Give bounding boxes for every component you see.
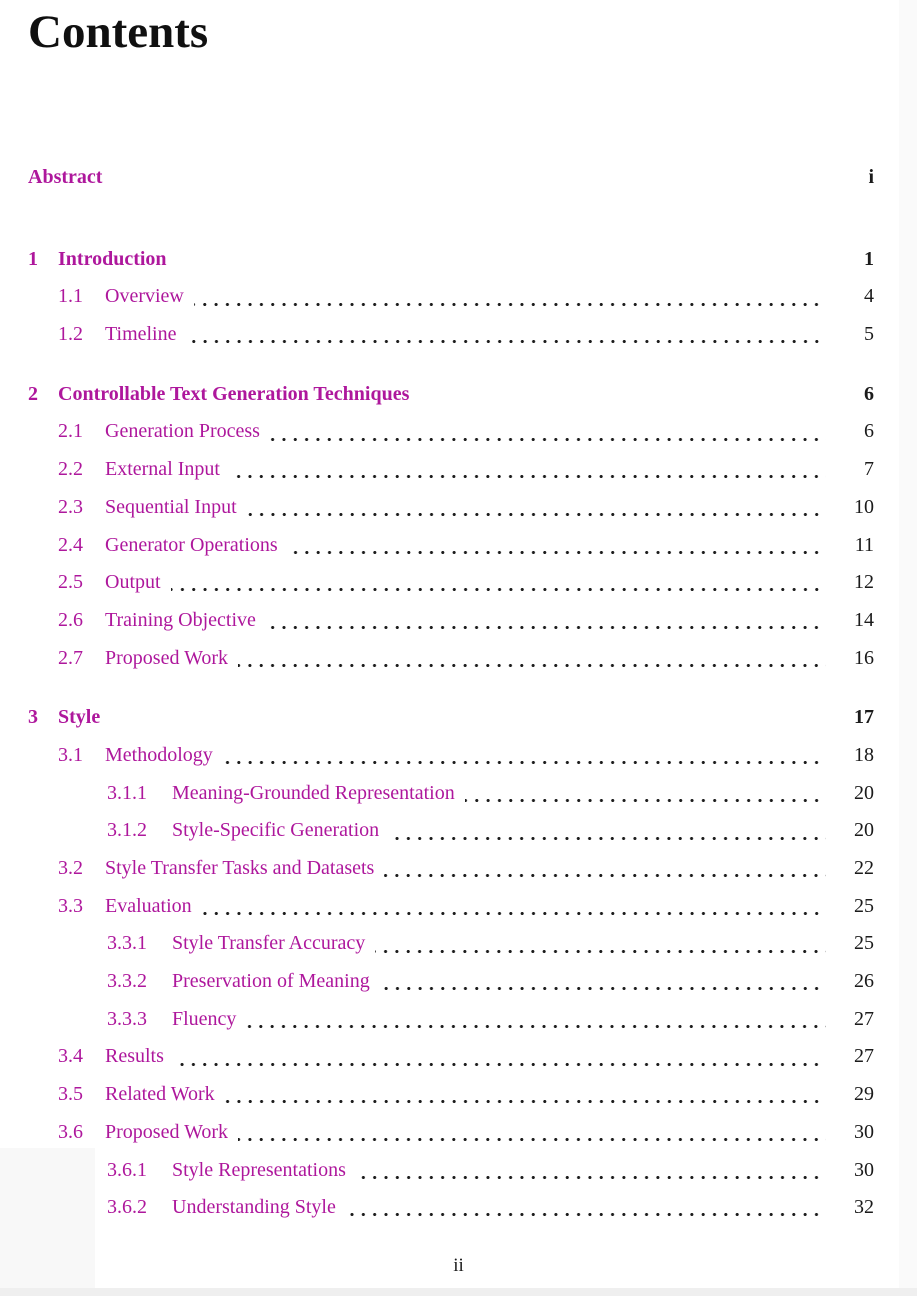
toc-entry-link[interactable] [28, 564, 874, 602]
chapter-group [28, 699, 874, 1227]
dot-leader [177, 241, 826, 279]
entry-page-number: 32 [854, 1196, 874, 1219]
page-edge-shade-right [899, 0, 917, 1296]
entry-title: Style Transfer Accuracy [172, 932, 366, 955]
entry-page-number: 27 [854, 1045, 874, 1068]
entry-number: 2.6 [58, 608, 83, 631]
entry-page-number: 4 [864, 285, 874, 308]
entry-title: Proposed Work [105, 646, 229, 669]
entry-page-number: 30 [854, 1120, 874, 1143]
toc-entry-link[interactable] [28, 812, 874, 850]
toc-entry-link[interactable] [28, 925, 874, 963]
entry-title: Abstract [28, 166, 103, 188]
entry-title: Style Transfer Tasks and Datasets [105, 857, 375, 879]
entry-title: Introduction [58, 247, 167, 270]
entry-page-number: i [868, 166, 874, 188]
entry-page-number: 26 [854, 970, 874, 993]
entry-number: 2.1 [58, 420, 83, 443]
toc-entry-link[interactable] [28, 963, 874, 1001]
dot-leader [384, 850, 826, 888]
dot-leader [346, 1189, 826, 1227]
toc-entry-link[interactable] [28, 451, 874, 489]
dot-leader [375, 925, 826, 963]
entry-page-number: 5 [864, 323, 874, 346]
entry-title: Sequential Input [105, 495, 237, 518]
entry-title: Controllable Text Generation Techniques [58, 382, 410, 405]
entry-page-number: 25 [854, 932, 874, 955]
dot-leader [238, 640, 826, 678]
entry-page-number: 20 [854, 781, 874, 804]
entry-number: 3.3.3 [107, 1007, 147, 1030]
entry-number: 3.1.2 [107, 819, 147, 842]
entry-page-number: 12 [854, 571, 874, 594]
entry-number: 3.3.1 [107, 932, 147, 955]
toc-entry-link[interactable] [28, 1001, 874, 1039]
entry-number: 3.1 [58, 743, 83, 766]
dot-leader [174, 1038, 826, 1076]
entry-number: 3.3 [58, 894, 83, 917]
entry-title: Style [58, 706, 101, 729]
entry-number: 3.5 [58, 1083, 83, 1106]
toc-entry-link[interactable] [28, 775, 874, 813]
entry-number: 2.4 [58, 533, 83, 556]
entry-title: Related Work [105, 1083, 215, 1106]
entry-number: 3.1.1 [107, 781, 147, 804]
toc-chapter-link[interactable] [28, 376, 874, 414]
entry-title: Style-Specific Generation [172, 819, 380, 842]
toc-chapter-link[interactable] [28, 241, 874, 279]
entry-number: 2.3 [58, 495, 83, 518]
entry-number: 3 [28, 706, 38, 729]
dot-leader [171, 564, 826, 602]
entry-page-number: 30 [854, 1158, 874, 1181]
dot-leader [194, 278, 826, 316]
entry-page-number: 29 [854, 1083, 874, 1106]
entry-title: External Input [105, 458, 220, 481]
entry-title: Fluency [172, 1007, 237, 1030]
toc-entry-link[interactable] [28, 640, 874, 678]
toc-entry-link[interactable] [28, 527, 874, 565]
dot-leader [223, 737, 826, 775]
entry-number: 3.6 [58, 1120, 83, 1143]
entry-title: Training Objective [105, 608, 256, 631]
entry-title: Preservation of Meaning [172, 970, 370, 993]
toc-entry-link[interactable] [28, 413, 874, 451]
entry-title: Results [105, 1045, 164, 1068]
dot-leader [187, 316, 827, 354]
chapter-group [28, 376, 874, 678]
entry-title: Proposed Work [105, 1120, 229, 1143]
toc-entry-link[interactable] [28, 278, 874, 316]
entry-title: Timeline [105, 323, 177, 346]
dot-leader [389, 812, 826, 850]
entry-title: Style Representations [172, 1158, 346, 1181]
page-title: Contents [28, 6, 209, 58]
toc-entry-link[interactable] [28, 737, 874, 775]
dot-leader [465, 775, 826, 813]
entry-number: 2 [28, 382, 38, 405]
page-edge-shade-bottom [0, 1288, 917, 1296]
entry-title: Generation Process [105, 420, 260, 443]
entry-page-number: 10 [854, 495, 874, 518]
toc-chapter-link[interactable] [28, 159, 874, 197]
toc-entry-link[interactable] [28, 1076, 874, 1114]
toc-entry-link[interactable] [28, 1038, 874, 1076]
entry-page-number: 14 [854, 608, 874, 631]
entry-page-number: 16 [854, 646, 874, 669]
entry-number: 3.3.2 [107, 970, 147, 993]
toc-entry-link[interactable] [28, 888, 874, 926]
entry-page-number: 25 [854, 894, 874, 917]
dot-leader [225, 1076, 826, 1114]
entry-number: 2.7 [58, 646, 83, 669]
toc-entry-link[interactable] [28, 1114, 874, 1152]
entry-number: 2.2 [58, 458, 83, 481]
dot-leader [419, 376, 826, 414]
entry-number: 3.6.2 [107, 1196, 147, 1219]
entry-title: Evaluation [105, 894, 192, 917]
entry-number: 1 [28, 247, 38, 270]
dot-leader [246, 1001, 826, 1039]
dot-leader [266, 602, 826, 640]
entry-title: Methodology [105, 743, 213, 766]
dot-leader [356, 1152, 826, 1190]
dot-leader [230, 451, 826, 489]
dot-leader [380, 963, 826, 1001]
entry-page-number: 6 [864, 382, 874, 405]
entry-page-number: 1 [864, 247, 874, 270]
entry-page-number: 18 [854, 743, 874, 766]
dot-leader [112, 159, 826, 197]
entry-page-number: 22 [854, 857, 874, 879]
toc-entry-link[interactable] [28, 1189, 874, 1227]
entry-number: 2.5 [58, 571, 83, 594]
entry-page-number: 11 [854, 533, 874, 556]
entry-number: 3.6.1 [107, 1158, 147, 1181]
entry-number: 3.4 [58, 1045, 83, 1068]
dot-leader [110, 699, 826, 737]
dot-leader [270, 413, 826, 451]
entry-page-number: 7 [864, 458, 874, 481]
entry-number: 1.1 [58, 285, 83, 308]
entry-title: Understanding Style [172, 1196, 336, 1219]
toc-entry-link[interactable] [28, 602, 874, 640]
entry-page-number: 27 [854, 1007, 874, 1030]
toc-chapter-link[interactable] [28, 699, 874, 737]
toc-list [28, 159, 874, 1227]
toc-entry-link[interactable] [28, 489, 874, 527]
entry-title: Meaning-Grounded Representation [172, 781, 455, 804]
dot-leader [238, 1114, 826, 1152]
dot-leader [288, 527, 826, 565]
dot-leader [247, 489, 826, 527]
entry-title: Generator Operations [105, 533, 278, 556]
toc-entry-link[interactable] [28, 316, 874, 354]
entry-page-number: 20 [854, 819, 874, 842]
abstract-block [28, 159, 874, 197]
entry-title: Output [105, 571, 161, 594]
entry-number: 1.2 [58, 323, 83, 346]
toc-entry-link[interactable] [28, 1152, 874, 1190]
entry-page-number: 17 [854, 706, 874, 729]
footer-page-number: ii [453, 1255, 464, 1276]
chapter-group [28, 241, 874, 354]
entry-title: Overview [105, 285, 184, 308]
dot-leader [202, 888, 826, 926]
toc-entry-link[interactable] [28, 850, 874, 888]
entry-number: 3.2 [58, 857, 83, 879]
entry-page-number: 6 [864, 420, 874, 443]
